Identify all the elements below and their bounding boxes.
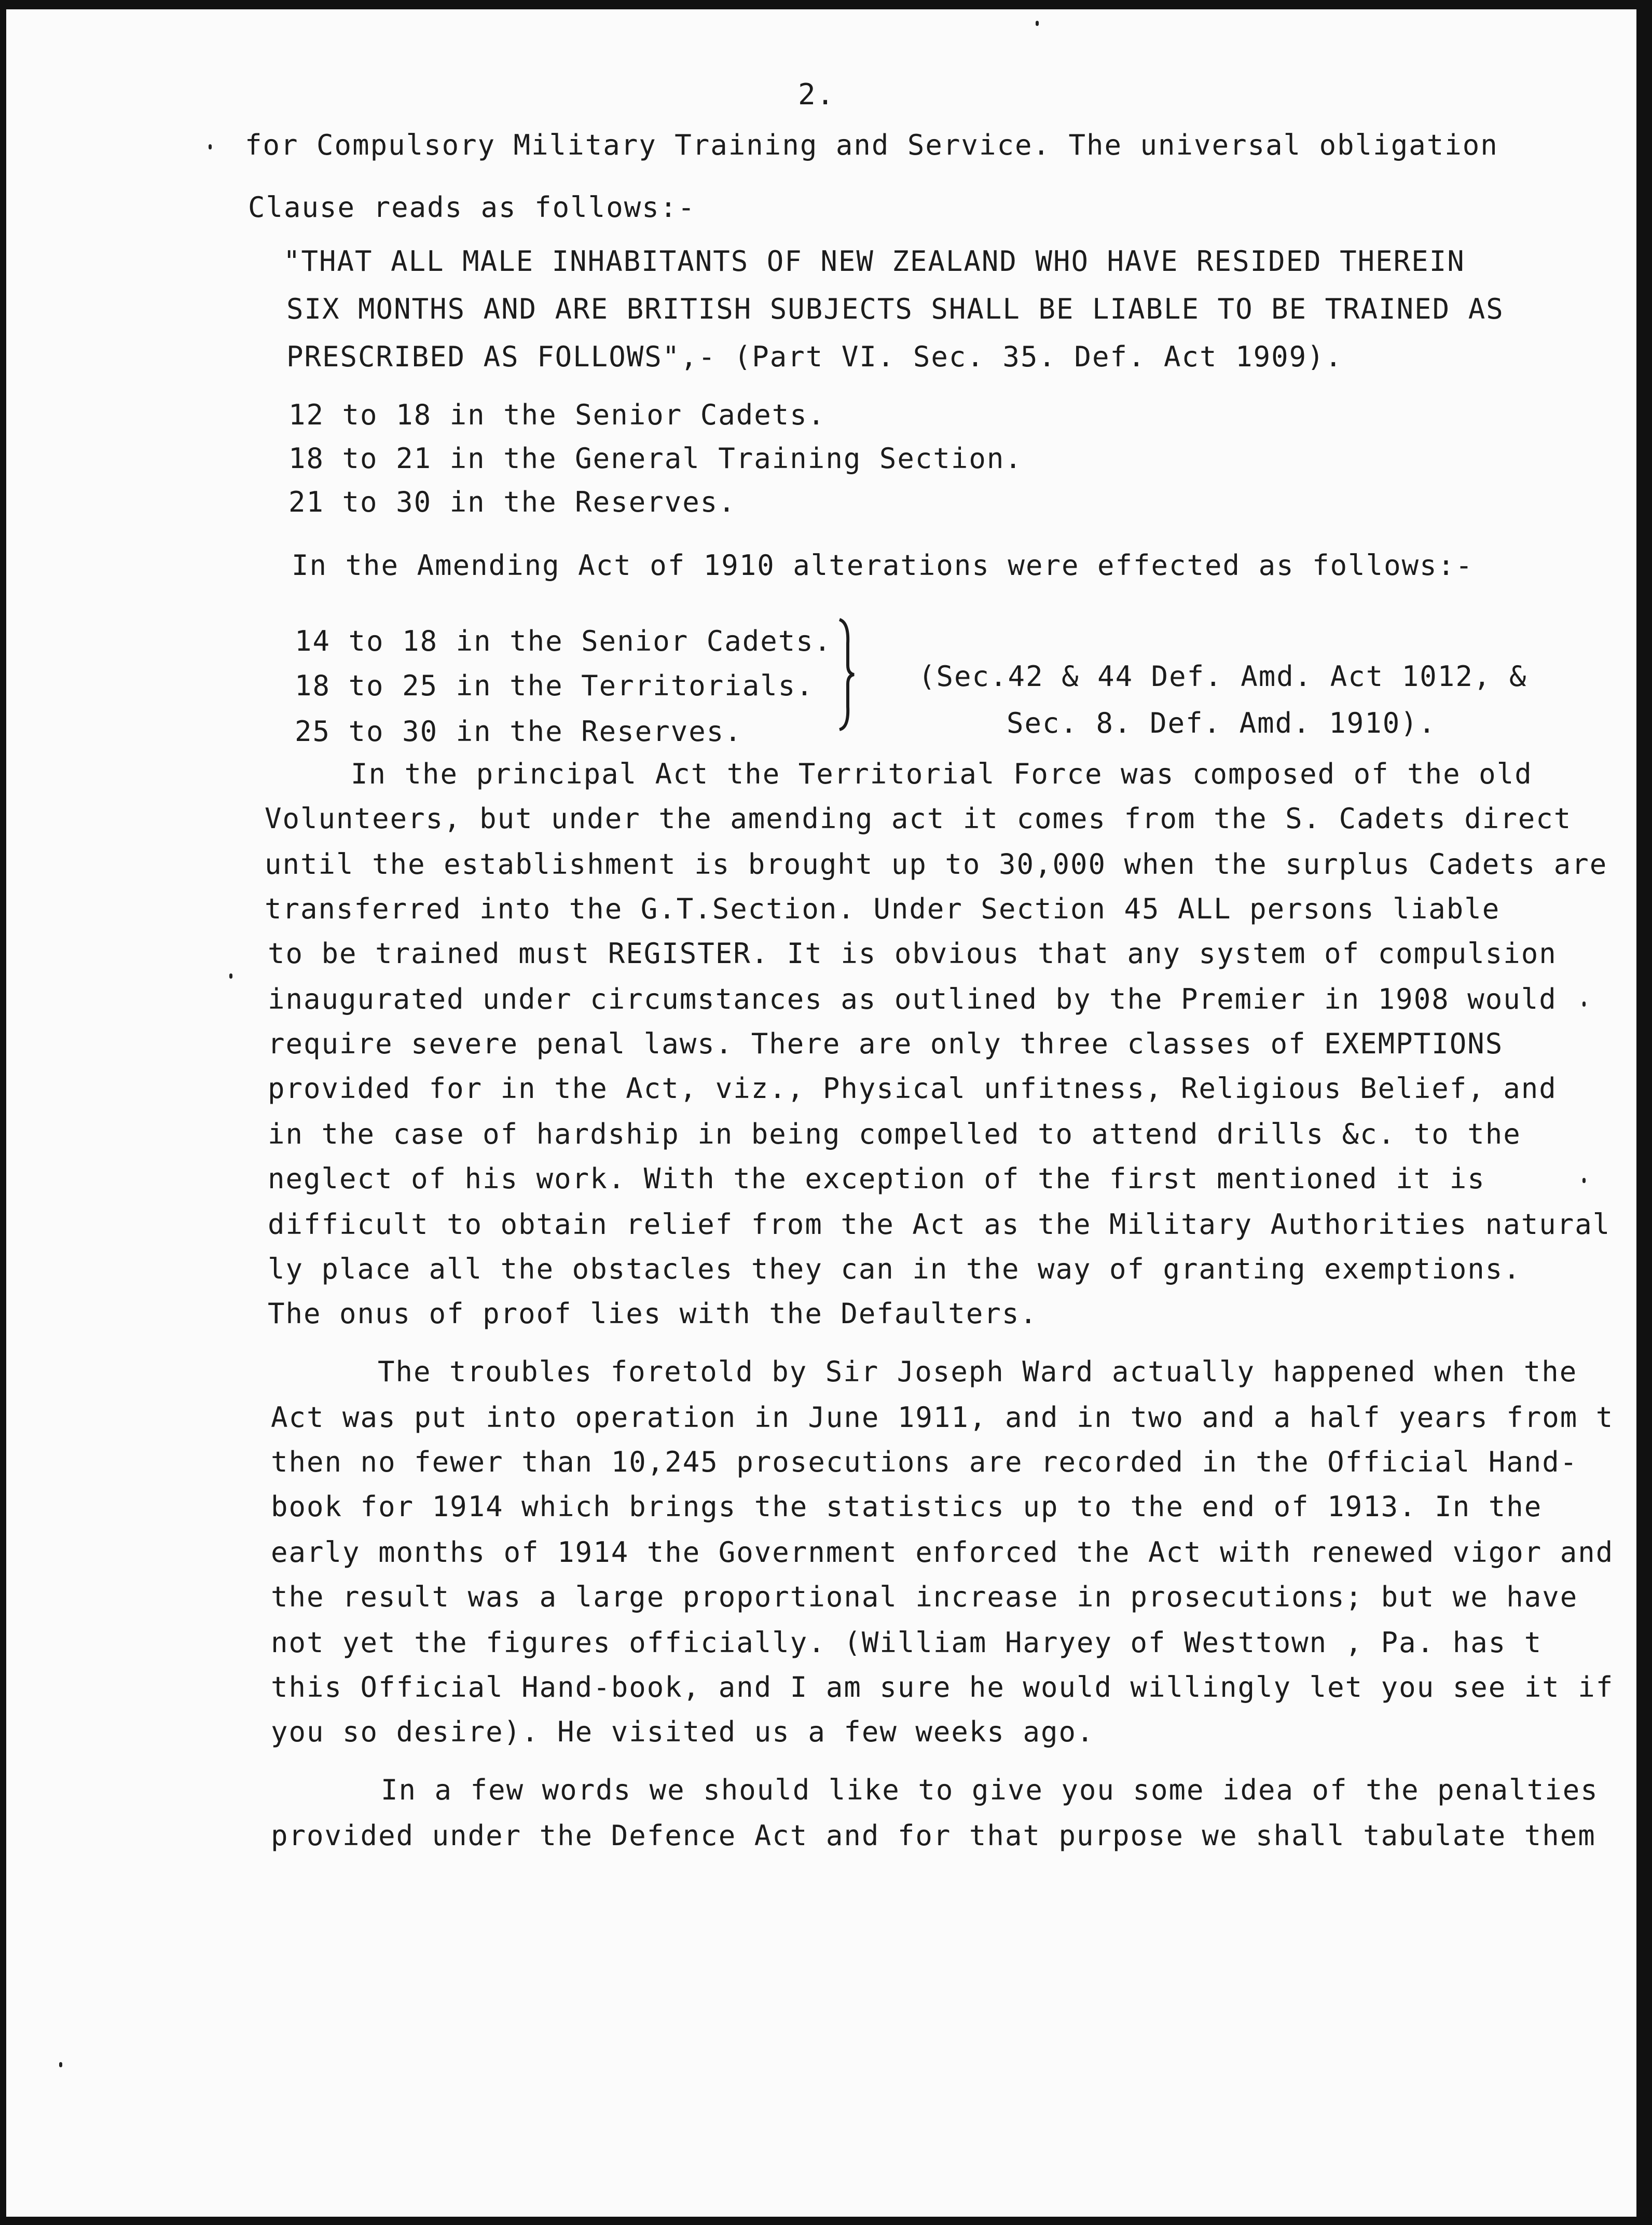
paragraph-2-line: book for 1914 which brings the statistics up to the end of 1913. In the — [271, 1490, 1543, 1523]
amending-intro: In the Amending Act of 1910 alterations were effected as follows:- — [292, 549, 1474, 582]
paragraph-1-line: provided for in the Act, viz., Physical unfitness, Religious Belief, and — [268, 1072, 1557, 1105]
paragraph-1-line: to be trained must REGISTER. It is obvious that any system of compulsion — [268, 937, 1557, 970]
page-number: 2. — [798, 78, 835, 112]
paragraph-2-line: you so desire). He visited us a few weeks ago. — [271, 1715, 1095, 1748]
paragraph-1-line: neglect of his work. With the exception of the first mentioned it is — [268, 1162, 1485, 1195]
paragraph-3-line: In a few words we should like to give you some idea of the penalties — [381, 1774, 1599, 1806]
paragraph-1-line: inaugurated under circumstances as outlined by the Premier in 1908 would — [268, 983, 1557, 1015]
paragraph-2-line: Act was put into operation in June 1911, and in two and a half years from t — [271, 1401, 1614, 1434]
scan-border-top — [0, 0, 1652, 9]
grouping-brace — [836, 617, 857, 732]
paragraph-1-line: Volunteers, but under the amending act it comes from the S. Cadets direct — [265, 802, 1572, 835]
amended-age-line: 25 to 30 in the Reserves. — [295, 715, 742, 748]
paragraph-1-line: until the establishment is brought up to 30,000 when the surplus Cadets are — [265, 848, 1608, 881]
paragraph-2-line: the result was a large proportional increase in prosecutions; but we have — [271, 1581, 1578, 1613]
paragraph-1-line: difficult to obtain relief from the Act as the Military Authorities natural — [268, 1208, 1611, 1241]
age-range-line: 21 to 30 in the Reserves. — [288, 486, 736, 518]
paragraph-2-line: early months of 1914 the Government enforced the Act with renewed vigor and — [271, 1536, 1614, 1569]
scan-speck — [1582, 1178, 1586, 1183]
intro-line: for Compulsory Military Training and Service. The universal obligation — [245, 129, 1498, 161]
paragraph-1-line: The onus of proof lies with the Defaulters. — [268, 1297, 1038, 1330]
scan-border-right — [1636, 0, 1652, 2225]
paragraph-1-line: In the principal Act the Territorial Force was composed of the old — [351, 758, 1533, 790]
amended-reference: Sec. 8. Def. Amd. 1910). — [1007, 707, 1437, 739]
paragraph-1-line: require severe penal laws. There are only three classes of EXEMPTIONS — [268, 1027, 1504, 1060]
quote-line: "THAT ALL MALE INHABITANTS OF NEW ZEALAND WHO HAVE RESIDED THEREIN — [283, 245, 1465, 278]
age-range-line: 18 to 21 in the General Training Section. — [288, 442, 1023, 475]
scan-speck — [209, 144, 212, 149]
paragraph-2-line: The troubles foretold by Sir Joseph Ward actually happened when the — [378, 1355, 1578, 1388]
paragraph-1-line: transferred into the G.T.Section. Under Section 45 ALL persons liable — [265, 892, 1500, 925]
scan-border-bottom — [0, 2217, 1652, 2225]
paragraph-2-line: then no fewer than 10,245 prosecutions are recorded in the Official Hand- — [271, 1446, 1578, 1478]
amended-age-line: 18 to 25 in the Territorials. — [295, 669, 814, 702]
paragraph-3-line: provided under the Defence Act and for that purpose we shall tabulate them — [271, 1819, 1596, 1852]
scan-speck — [229, 973, 232, 979]
quote-line: PRESCRIBED AS FOLLOWS",- (Part VI. Sec. 35. Def. Act 1909). — [286, 340, 1343, 373]
amended-age-line: 14 to 18 in the Senior Cadets. — [295, 625, 832, 657]
scan-speck — [1036, 21, 1039, 26]
intro-line: Clause reads as follows:- — [248, 191, 696, 224]
paragraph-2-line: not yet the figures officially. (William Haryey of Westtown , Pa. has t — [271, 1626, 1543, 1659]
age-range-line: 12 to 18 in the Senior Cadets. — [288, 399, 826, 431]
scan-speck — [59, 2062, 62, 2067]
paragraph-1-line: ly place all the obstacles they can in the way of granting exemptions. — [268, 1253, 1521, 1285]
amended-reference: (Sec.42 & 44 Def. Amd. Act 1012, & — [918, 660, 1527, 693]
scan-border-left — [0, 0, 6, 2225]
paragraph-1-line: in the case of hardship in being compelled to attend drills &c. to the — [268, 1118, 1521, 1150]
paragraph-2-line: this Official Hand-book, and I am sure he would willingly let you see it if — [271, 1671, 1614, 1704]
scan-speck — [1582, 1001, 1586, 1007]
quote-line: SIX MONTHS AND ARE BRITISH SUBJECTS SHALL BE LIABLE TO BE TRAINED AS — [286, 293, 1504, 325]
